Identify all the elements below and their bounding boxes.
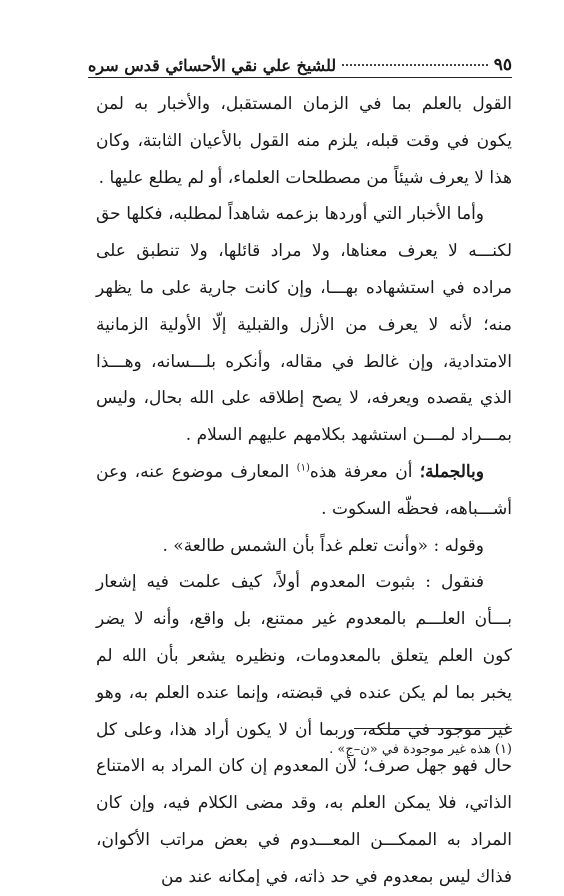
- running-header: [88, 53, 512, 78]
- footnote-separator: [354, 728, 512, 729]
- text-line: ونظيره يشعر بأن الله لم يخبر بما لم يكن عنده في قبضته، وإنما عنده العلم به،: [96, 645, 512, 703]
- text-line: أن معرفة هذه: [309, 461, 420, 482]
- text-line: العلم به، وقد مضى الكلام فيه، وإن كان المراد به الممكـــن المعـــدوم في: [96, 793, 512, 850]
- text-line: الأولية الزمانية الامتدادية، وإن غالط في مقاله، وأنكره بلـــسانه، وهـــذا: [96, 314, 512, 372]
- text-line: وإن كانت جارية على ما يظهر منه؛ لأنه لا يعرف من الأزل والقبلية إلّا: [96, 277, 512, 335]
- header-dot-leader: [342, 64, 488, 66]
- paragraph-2: [96, 196, 512, 454]
- page-number: ٩٥: [493, 55, 512, 75]
- text-line: العلماء، أو لم يطلع عليها .: [98, 167, 281, 188]
- text-line: يعرف معناها، ولا مراد قائلها، ولا تنطبق على مراده في استشهاده بهـــا،: [96, 241, 513, 298]
- text-line: استشهد بكلامهم عليهم السلام .: [185, 425, 408, 446]
- bold-lead-word: وبالجملة؛: [419, 461, 484, 482]
- footnote-reference[interactable]: (١): [296, 462, 310, 474]
- text-line: يلزم منه القول بالأعيان الثابتة، وكان هذا لا يعرف شيئاً من مصطلحات: [96, 130, 512, 188]
- footnote-mark: (١): [494, 742, 512, 757]
- text-line: فنقول : بثبوت المعدوم أولاً، كيف علمت فيه إشعار بـــأن العلـــم: [96, 572, 512, 630]
- text-line: بالمعدوم غير ممتنع، بل واقع، وأنه لا يضر كون العلم يتعلق بالمعدومات،: [96, 609, 513, 666]
- paragraph-4: [96, 528, 512, 565]
- footnote-text: هذه غير موجودة في «ن–ج» .: [329, 742, 491, 757]
- paragraph-3: [96, 454, 512, 528]
- text-line: فهو جهل صرف؛ لأن المعدوم إن كان المراد به الامتناع الذاتي، فلا يمكن: [96, 756, 513, 814]
- text-line: فحظّه السكوت .: [321, 498, 439, 519]
- text-line: القول بالعلم بما في الزمان المستقبل، والأخبار به لمن يكون في وقت قبله،: [96, 94, 512, 151]
- text-line: وقوله : «وأنت تعلم غداً بأن الشمس طالعة» .: [162, 535, 484, 556]
- text-line: الذي يقصده ويعرفه، لا يصح إطلاقه على الله بحال، وليس بمـــراد لمـــن: [96, 388, 512, 446]
- paragraph-5: [96, 564, 512, 895]
- header-title: للشيخ علي نقي الأحسائي قدس سره: [88, 55, 337, 75]
- text-line: المعارف موضوع عنه، وعن أشـــباهه،: [96, 461, 512, 519]
- paragraph-1: [96, 86, 512, 196]
- text-line: وأما الأخبار التي أوردها بزعمه شاهداً لمطلبه، فكلها حق لكنـــه لا: [96, 204, 512, 262]
- text-line: بعض مراتب الأكوان، فذاك ليس بمعدوم في حد ذاته، في إمكانه عند من: [96, 829, 512, 887]
- footnote: [96, 740, 512, 760]
- text-line: وهو غير موجود في ملكه، وربما أن لا يكون أراد هذا، وعلى كل حال: [96, 682, 512, 777]
- body-text: [96, 86, 512, 896]
